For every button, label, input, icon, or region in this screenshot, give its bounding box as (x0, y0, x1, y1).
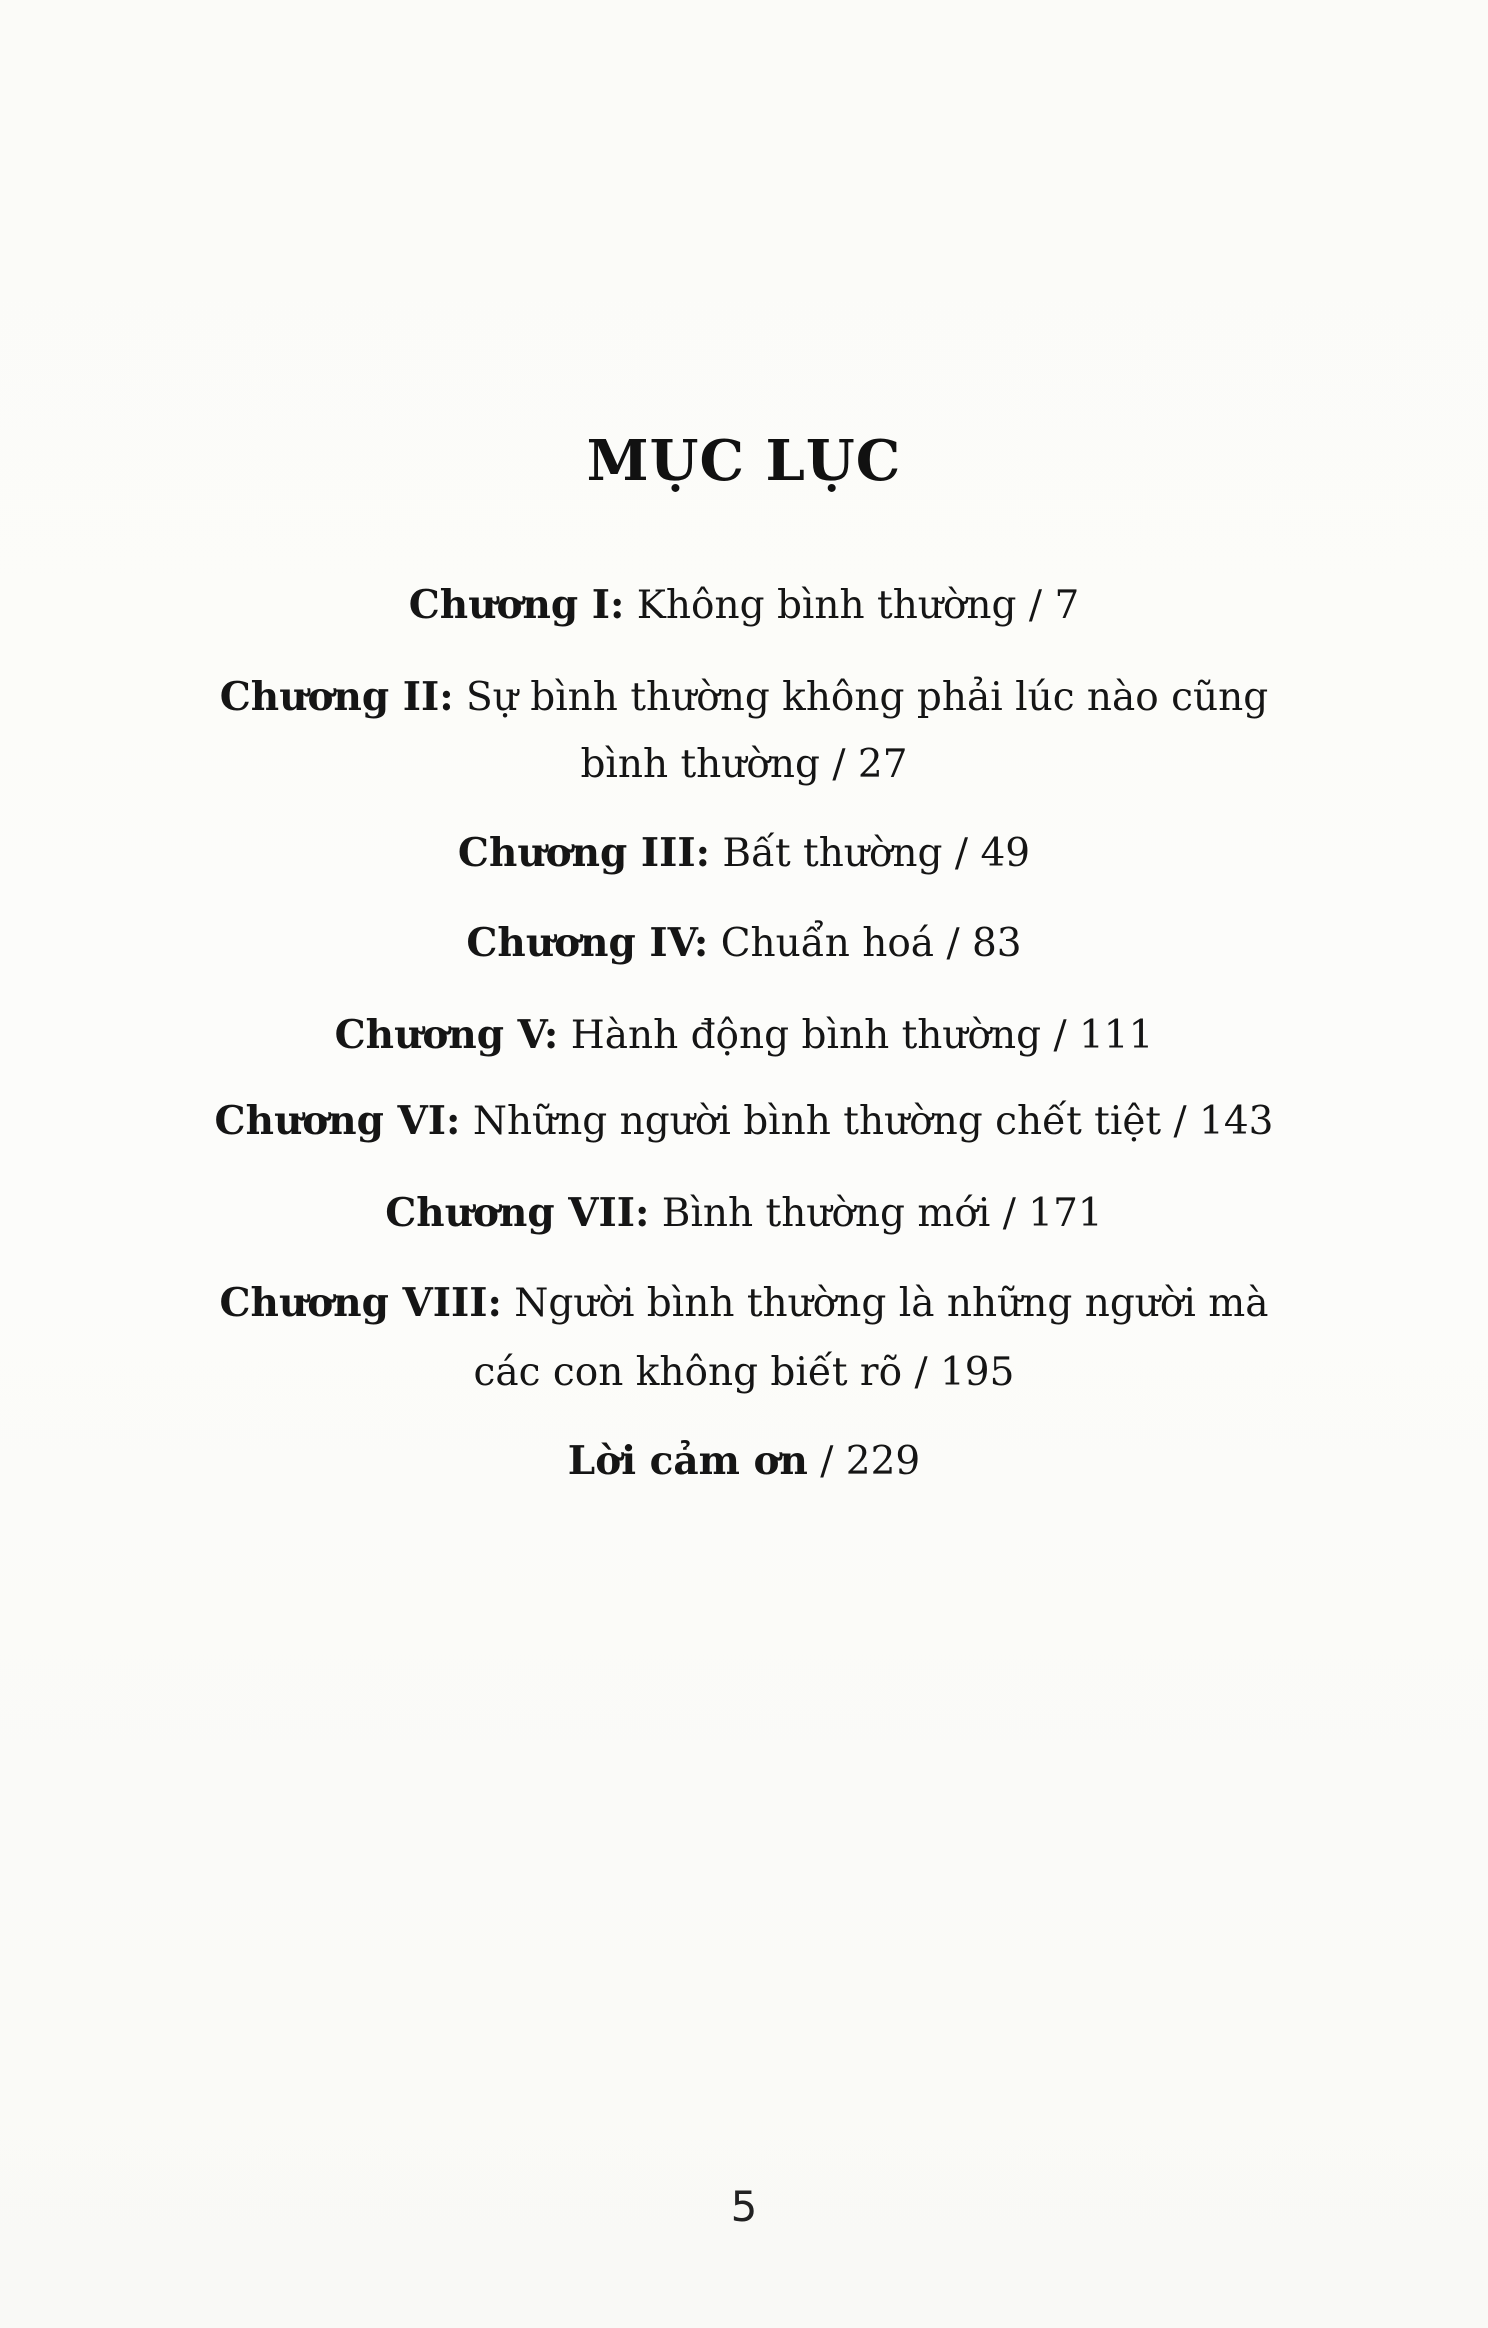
toc-entry-text: Người bình thường là những người mà (514, 1281, 1269, 1326)
toc-entry-chapter-7 (0, 1176, 1488, 1251)
toc-entry-chapter-3 (0, 816, 1488, 891)
toc-entry-text: Bất thường / 49 (722, 831, 1031, 876)
toc-entry-label: Lời cảm ơn (567, 1438, 808, 1484)
toc-entry-chapter-1 (0, 568, 1488, 643)
toc-entry-chapter-6 (0, 1084, 1488, 1159)
toc-entry-label: Chương VIII: (219, 1280, 502, 1326)
toc-entry-acknowledgements (0, 1424, 1488, 1499)
toc-entry-text-continued: bình thường / 27 (580, 742, 908, 787)
toc-entry-chapter-4 (0, 906, 1488, 981)
toc-entry-chapter-2 (0, 660, 1488, 735)
toc-entry-text: Không bình thường / 7 (636, 583, 1080, 628)
toc-entry-label: Chương IV: (466, 920, 709, 966)
toc-entry-text: Những người bình thường chết tiệt / 143 (472, 1099, 1274, 1144)
toc-entry-chapter-5 (0, 998, 1488, 1073)
toc-entry-text: Chuẩn hoá / 83 (720, 921, 1022, 966)
toc-title: MỤC LỤC (586, 428, 902, 494)
toc-entry-text-continued: các con không biết rõ / 195 (473, 1350, 1015, 1395)
toc-entry-chapter-2-continued (0, 728, 1488, 802)
toc-entry-label: Chương III: (457, 830, 710, 876)
toc-entry-label: Chương I: (408, 582, 625, 628)
toc-entry-chapter-8-continued (0, 1336, 1488, 1410)
toc-entry-label: Chương II: (219, 674, 454, 720)
toc-entry-text: Bình thường mới / 171 (661, 1191, 1103, 1236)
toc-entry-label: Chương V: (334, 1012, 559, 1058)
toc-entry-text: Sự bình thường không phải lúc nào cũng (466, 675, 1269, 720)
toc-entry-label: Chương VII: (385, 1190, 650, 1236)
toc-entry-text: Hành động bình thường / 111 (570, 1013, 1154, 1058)
toc-entry-text: / 229 (820, 1439, 921, 1484)
toc-entry-chapter-8 (0, 1266, 1488, 1341)
toc-entry-label: Chương VI: (214, 1098, 461, 1144)
page-number: 5 (730, 2182, 758, 2231)
